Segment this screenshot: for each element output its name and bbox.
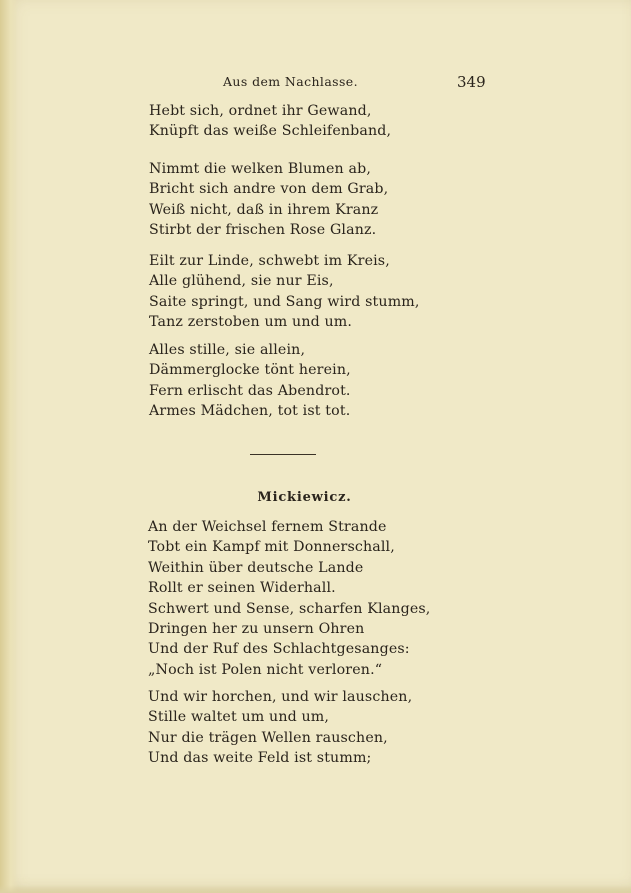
poem-2-stanza-1 [148,517,430,680]
verse-line: Stille waltet um und um, [148,709,330,726]
verse-line: Knüpft das weiße Schleifenband, [149,123,392,140]
running-head [0,74,631,94]
poem-2-stanza-2 [148,687,412,769]
stanza-4 [149,340,351,422]
poem-title-text: Mickiewicz. [257,490,352,505]
verse-line: Tobt ein Kampf mit Donnerschall, [148,539,395,556]
stanza-3 [149,251,420,333]
verse-line: Fern erlischt das Abendrot. [149,382,351,399]
verse-line: Dämmerglocke tönt herein, [149,362,351,379]
verse-line: Eilt zur Linde, schwebt im Kreis, [149,253,390,269]
verse-line: An der Weichsel fernem Strande [148,519,387,535]
section-separator-rule [250,454,316,455]
verse-line: Nur die trägen Wellen rauschen, [148,729,388,746]
verse-line: Bricht sich andre von dem Grab, [149,181,389,198]
verse-line: Stirbt der frischen Rose Glanz. [149,222,377,239]
verse-line: Hebt sich, ordnet ihr Gewand, [149,103,372,119]
verse-line: Rollt er seinen Widerhall. [148,580,336,597]
verse-line: Armes Mädchen, tot ist tot. [149,403,351,420]
verse-line: „Noch ist Polen nicht verloren.“ [148,661,383,678]
poem-title [0,490,631,505]
page-number: 349 [457,73,486,91]
running-title: Aus dem Nachlasse. [223,74,358,89]
verse-line: Alles stille, sie allein, [149,342,306,358]
verse-line: Tanz zerstoben um und um. [149,314,353,331]
page-gutter-shadow [0,0,18,893]
verse-line: Und der Ruf des Schlachtgesanges: [148,641,410,658]
verse-line: Und das weite Feld ist stumm; [148,750,372,767]
verse-line: Dringen her zu unsern Ohren [148,621,365,638]
stanza-1 [149,101,391,142]
verse-line: Und wir horchen, und wir lauschen, [148,689,413,705]
verse-line: Schwert und Sense, scharfen Klanges, [148,600,431,617]
stanza-2 [149,159,388,241]
verse-line: Weithin über deutsche Lande [148,559,364,576]
page-bottom-edge [0,885,631,893]
verse-line: Alle glühend, sie nur Eis, [149,273,334,290]
verse-line: Saite springt, und Sang wird stumm, [149,293,420,310]
verse-line: Weiß nicht, daß in ihrem Kranz [149,201,379,218]
verse-line: Nimmt die welken Blumen ab, [149,161,372,177]
